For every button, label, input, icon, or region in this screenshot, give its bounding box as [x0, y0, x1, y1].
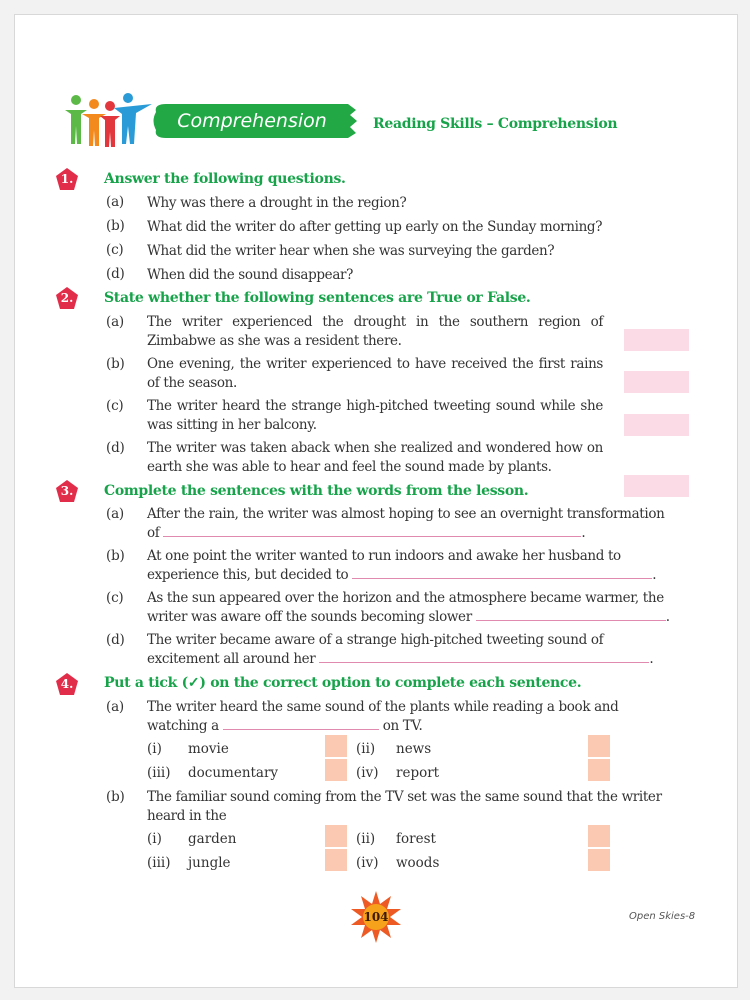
q2-d-text: The writer was taken aback when she realized and wondered how on earth she was able to hear and feel the sound made by plants.: [147, 440, 603, 475]
q2-c-label: (c): [106, 398, 124, 414]
q3-b-line2: experience this, but decided to: [147, 567, 349, 583]
q2-number: 2.: [60, 291, 74, 305]
q2-c-answer-box[interactable]: [624, 414, 689, 436]
q3-a-line1: After the rain, the writer was almost hoping to see an overnight transformation: [147, 506, 665, 522]
q3-a-end: .: [581, 525, 586, 541]
q2-a-label: (a): [106, 314, 124, 330]
q1-d-label: (d): [106, 266, 125, 282]
q3-number: 3.: [60, 484, 74, 498]
q4-a-line2-after: on TV.: [382, 718, 423, 734]
q3-d-blank[interactable]: [319, 650, 649, 663]
q2-b-text: One evening, the writer experienced to have received the first rains of the season.: [147, 356, 603, 391]
q3-a-label: (a): [106, 506, 124, 522]
q4-a-opt2-tickbox[interactable]: [588, 735, 610, 757]
q4-heading: Put a tick (✓) on the correct option to complete each sentence.: [104, 675, 582, 691]
q4-b-opt4-text: woods: [396, 855, 440, 871]
q3-c-line1: As the sun appeared over the horizon and the atmosphere became warmer, the: [147, 590, 664, 606]
book-title: Open Skies-8: [629, 911, 696, 922]
q4-a-opt2-text: news: [396, 741, 432, 757]
q1-badge: [55, 167, 79, 191]
q4-b-opt2-tickbox[interactable]: [588, 825, 610, 847]
q3-b-line2-row: [147, 566, 690, 585]
q3-d-line2: excitement all around her: [147, 651, 316, 667]
q4-a-opt4-text: report: [396, 765, 440, 781]
q3-a-line2: of: [147, 525, 160, 541]
q1-c-label: (c): [106, 242, 124, 258]
q4-b-opt2-num: (ii): [356, 831, 376, 847]
q4-a-opt1-tickbox[interactable]: [325, 735, 347, 757]
page-number: 104: [363, 910, 389, 924]
q2-d-answer-box[interactable]: [624, 475, 689, 497]
q2-b-label: (b): [106, 356, 125, 372]
q3-c-blank[interactable]: [476, 608, 666, 621]
q3-d-label: (d): [106, 632, 125, 648]
q3-a-line2-row: [147, 524, 690, 543]
q3-c-line2: writer was aware off the sounds becoming slower: [147, 609, 472, 625]
q3-b-line1: At one point the writer wanted to run indoors and awake her husband to: [147, 548, 621, 564]
q4-b-line2: heard in the: [147, 808, 227, 824]
q1-b-text: What did the writer do after getting up early on the Sunday morning?: [147, 219, 603, 235]
q1-c-text: What did the writer hear when she was surveying the garden?: [147, 243, 555, 259]
comprehension-banner: [152, 102, 358, 140]
q4-b-opt1-text: garden: [188, 831, 237, 847]
q2-badge: [55, 286, 79, 310]
q3-heading: Complete the sentences with the words from the lesson.: [104, 483, 529, 499]
q3-c-line2-row: [147, 608, 690, 627]
q4-b-opt3-text: jungle: [188, 855, 231, 871]
banner-subtitle: Reading Skills – Comprehension: [373, 116, 618, 132]
q3-d-end: .: [649, 651, 654, 667]
page-number-star: [349, 890, 403, 944]
q4-a-opt3-num: (iii): [147, 765, 171, 781]
q4-b-opt4-num: (iv): [356, 855, 379, 871]
q4-a-opt3-tickbox[interactable]: [325, 759, 347, 781]
q3-badge: [55, 479, 79, 503]
q1-a-label: (a): [106, 194, 124, 210]
q4-a-opt1-num: (i): [147, 741, 162, 757]
kids-logo: [62, 92, 154, 148]
q4-b-opt3-num: (iii): [147, 855, 171, 871]
banner-title: Comprehension: [177, 110, 327, 132]
q4-a-blank[interactable]: [223, 717, 379, 730]
q4-a-line2-row: [147, 717, 690, 736]
page: [14, 14, 738, 988]
q1-heading: Answer the following questions.: [104, 171, 346, 187]
q4-a-opt4-tickbox[interactable]: [588, 759, 610, 781]
q3-b-label: (b): [106, 548, 125, 564]
q1-number: 1.: [60, 172, 74, 186]
q4-a-line2-before: watching a: [147, 718, 219, 734]
q1-d-text: When did the sound disappear?: [147, 267, 354, 283]
q3-b-blank[interactable]: [352, 566, 652, 579]
q4-b-opt1-tickbox[interactable]: [325, 825, 347, 847]
q2-c-text: The writer heard the strange high-pitched tweeting sound while she was sitting in her balcony.: [147, 398, 603, 433]
q2-heading: State whether the following sentences are True or False.: [104, 290, 531, 306]
q3-d-line1: The writer became aware of a strange high-pitched tweeting sound of: [147, 632, 604, 648]
q2-a-answer-box[interactable]: [624, 329, 689, 351]
q4-number: 4.: [60, 677, 74, 691]
q4-b-opt2-text: forest: [396, 831, 436, 847]
q4-a-opt3-text: documentary: [188, 765, 279, 781]
q4-a-opt1-text: movie: [188, 741, 229, 757]
q3-b-end: .: [652, 567, 657, 583]
q4-a-label: (a): [106, 699, 124, 715]
q4-badge: [55, 672, 79, 696]
q4-a-opt4-num: (iv): [356, 765, 379, 781]
q2-b-answer-box[interactable]: [624, 371, 689, 393]
q1-a-text: Why was there a drought in the region?: [147, 195, 407, 211]
q1-b-label: (b): [106, 218, 125, 234]
q2-a-text: The writer experienced the drought in the southern region of Zimbabwe as she was a resident there.: [147, 314, 603, 349]
q4-b-line1: The familiar sound coming from the TV set was the same sound that the writer: [147, 789, 662, 805]
q4-b-opt3-tickbox[interactable]: [325, 849, 347, 871]
q2-d-label: (d): [106, 440, 125, 456]
q4-b-label: (b): [106, 789, 125, 805]
q3-c-label: (c): [106, 590, 124, 606]
q4-a-line1: The writer heard the same sound of the plants while reading a book and: [147, 699, 619, 715]
q3-a-blank[interactable]: [163, 524, 581, 537]
q4-b-opt4-tickbox[interactable]: [588, 849, 610, 871]
q4-a-opt2-num: (ii): [356, 741, 376, 757]
q4-b-opt1-num: (i): [147, 831, 162, 847]
q3-c-end: .: [665, 609, 670, 625]
q3-d-line2-row: [147, 650, 690, 669]
